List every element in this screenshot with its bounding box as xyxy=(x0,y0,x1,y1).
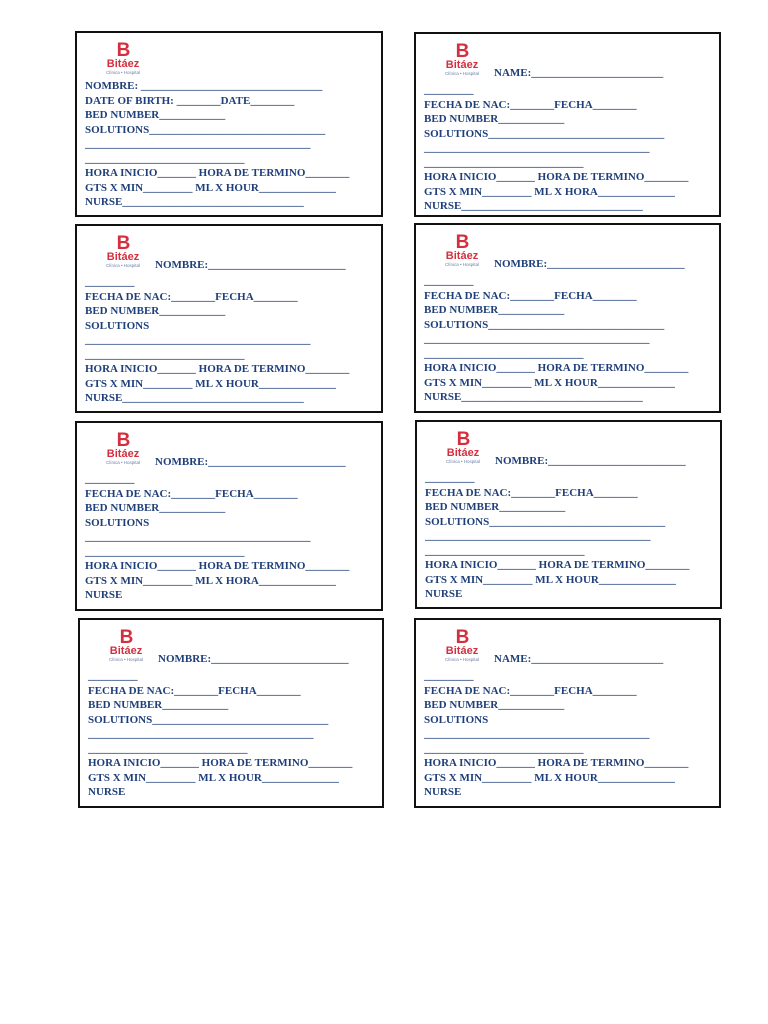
name-field[interactable]: NOMBRE:_________________________ xyxy=(155,456,346,468)
form-field-line[interactable]: _____________________________ xyxy=(424,742,584,755)
form-field-line[interactable]: SOLUTIONS________________________________ xyxy=(85,123,326,136)
form-field-line[interactable]: FECHA DE NAC:________FECHA________ xyxy=(88,684,301,697)
name-field[interactable]: NAME:________________________ xyxy=(494,67,664,79)
bitaez-logo xyxy=(436,41,488,80)
form-field-line[interactable]: _________________________________________ xyxy=(85,334,311,346)
form-field-line[interactable]: GTS X MIN_________ ML X HOUR______________ xyxy=(85,377,336,390)
form-field-line[interactable]: GTS X MIN_________ ML X HOUR______________ xyxy=(424,376,675,389)
form-field-line[interactable]: GTS X MIN_________ ML X HORA______________ xyxy=(424,185,675,198)
form-field-line[interactable]: SOLUTIONS________________________________ xyxy=(425,515,666,528)
form-field-line[interactable]: SOLUTIONS________________________________ xyxy=(88,713,329,726)
form-field-line[interactable]: NURSE xyxy=(85,589,123,601)
form-field-line[interactable]: HORA INICIO_______ HORA DE TERMINO________ xyxy=(424,171,689,183)
label-card xyxy=(414,618,721,808)
form-field-line[interactable]: FECHA DE NAC:________FECHA________ xyxy=(85,290,298,303)
form-field-line[interactable]: BED NUMBER____________ xyxy=(424,304,565,316)
label-card xyxy=(75,224,383,413)
form-field-line[interactable]: DATE OF BIRTH: ________DATE________ xyxy=(85,94,295,107)
form-field-line[interactable]: FECHA DE NAC:________FECHA________ xyxy=(424,98,637,111)
form-field-line[interactable]: GTS X MIN_________ ML X HOUR______________ xyxy=(85,181,336,194)
label-card xyxy=(414,223,721,413)
form-field-line[interactable]: NURSE xyxy=(88,786,126,798)
form-field-line[interactable]: HORA INICIO_______ HORA DE TERMINO________ xyxy=(85,167,350,179)
form-field-line[interactable]: HORA INICIO_______ HORA DE TERMINO________ xyxy=(85,363,350,375)
label-card xyxy=(75,421,383,611)
logo-tagline: Clínica • Hospital xyxy=(444,262,480,267)
form-field-line[interactable]: SOLUTIONS xyxy=(85,516,150,529)
form-field-line[interactable]: _____________________________ xyxy=(424,347,584,360)
logo-name: Bitáez xyxy=(109,645,143,657)
form-field-line[interactable]: _____________________________ xyxy=(85,348,245,361)
form-field-line[interactable]: BED NUMBER____________ xyxy=(85,109,226,121)
logo-name: Bitáez xyxy=(106,251,140,263)
form-field-line[interactable]: _________________________________________ xyxy=(85,138,311,150)
name-field[interactable]: NOMBRE:_________________________ xyxy=(495,455,686,467)
form-field-line[interactable]: SOLUTIONS________________________________ xyxy=(424,127,665,140)
form-field-line[interactable]: BED NUMBER____________ xyxy=(425,501,566,513)
form-field-line[interactable]: NURSE xyxy=(425,588,463,600)
form-field-line[interactable]: NURSE_________________________________ xyxy=(85,196,304,208)
logo-mark: B xyxy=(116,233,130,254)
logo-name: Bitáez xyxy=(106,448,140,460)
form-field-line[interactable]: NOMBRE: _________________________________ xyxy=(85,80,323,92)
form-field-line[interactable]: _________ xyxy=(424,275,474,287)
form-field-line[interactable]: GTS X MIN_________ ML X HOUR______________ xyxy=(424,771,675,784)
form-field-line[interactable]: BED NUMBER____________ xyxy=(424,113,565,125)
form-field-line[interactable]: SOLUTIONS________________________________ xyxy=(424,318,665,331)
form-field-line[interactable]: HORA INICIO_______ HORA DE TERMINO________ xyxy=(88,757,353,769)
logo-tagline: Clínica • Hospital xyxy=(108,657,144,662)
logo-tagline: Clínica • Hospital xyxy=(105,460,141,465)
bitaez-logo xyxy=(97,430,149,469)
name-field[interactable]: NOMBRE:_________________________ xyxy=(155,259,346,271)
form-field-line[interactable]: _________________________________________ xyxy=(425,530,651,542)
form-field-line[interactable]: NURSE_________________________________ xyxy=(85,392,304,404)
form-field-line[interactable]: _________ xyxy=(424,84,474,96)
logo-name: Bitáez xyxy=(445,250,479,262)
logo-mark: B xyxy=(116,40,130,61)
label-card xyxy=(75,31,383,217)
form-field-line[interactable]: NURSE xyxy=(424,786,462,798)
form-field-line[interactable]: _________ xyxy=(88,670,138,682)
form-field-line[interactable]: FECHA DE NAC:________FECHA________ xyxy=(85,487,298,500)
form-field-line[interactable]: SOLUTIONS xyxy=(85,319,150,332)
form-field-line[interactable]: GTS X MIN_________ ML X HOUR______________ xyxy=(88,771,339,784)
form-field-line[interactable]: HORA INICIO_______ HORA DE TERMINO________ xyxy=(85,560,350,572)
form-field-line[interactable]: FECHA DE NAC:________FECHA________ xyxy=(424,684,637,697)
name-field[interactable]: NOMBRE:_________________________ xyxy=(494,258,685,270)
name-field[interactable]: NOMBRE:_________________________ xyxy=(158,653,349,665)
form-field-line[interactable]: _________________________________________ xyxy=(424,728,650,740)
form-field-line[interactable]: _________ xyxy=(424,670,474,682)
form-field-line[interactable]: GTS X MIN_________ ML X HOUR______________ xyxy=(425,573,676,586)
form-field-line[interactable]: BED NUMBER____________ xyxy=(85,305,226,317)
logo-tagline: Clínica • Hospital xyxy=(444,71,480,76)
form-field-line[interactable]: _________________________________________ xyxy=(424,142,650,154)
bitaez-logo xyxy=(436,232,488,271)
form-field-line[interactable]: SOLUTIONS xyxy=(424,713,489,726)
form-field-line[interactable]: _________________________________________ xyxy=(424,333,650,345)
label-card xyxy=(415,420,722,609)
bitaez-logo xyxy=(436,627,488,666)
form-field-line[interactable]: _________________________________________ xyxy=(88,728,314,740)
form-field-line[interactable]: _________ xyxy=(425,472,475,484)
bitaez-logo xyxy=(97,40,149,79)
form-field-line[interactable]: _____________________________ xyxy=(88,742,248,755)
logo-mark: B xyxy=(116,430,130,451)
logo-name: Bitáez xyxy=(106,58,140,70)
form-field-line[interactable]: BED NUMBER____________ xyxy=(88,699,229,711)
form-field-line[interactable]: _____________________________ xyxy=(424,156,584,169)
logo-tagline: Clínica • Hospital xyxy=(105,263,141,268)
logo-tagline: Clínica • Hospital xyxy=(105,70,141,75)
form-field-line[interactable]: HORA INICIO_______ HORA DE TERMINO________ xyxy=(424,362,689,374)
form-field-line[interactable]: _________ xyxy=(85,473,135,485)
form-field-line[interactable]: GTS X MIN_________ ML X HORA______________ xyxy=(85,574,336,587)
form-field-line[interactable]: _____________________________ xyxy=(425,544,585,557)
logo-mark: B xyxy=(119,627,133,648)
form-field-line[interactable]: BED NUMBER____________ xyxy=(424,699,565,711)
logo-mark: B xyxy=(455,627,469,648)
form-field-line[interactable]: FECHA DE NAC:________FECHA________ xyxy=(424,289,637,302)
logo-name: Bitáez xyxy=(446,447,480,459)
form-field-line[interactable]: NURSE_________________________________ xyxy=(424,391,643,403)
label-card xyxy=(78,618,384,808)
form-field-line[interactable]: HORA INICIO_______ HORA DE TERMINO________ xyxy=(425,559,690,571)
form-field-line[interactable]: FECHA DE NAC:________FECHA________ xyxy=(425,486,638,499)
form-field-line[interactable]: BED NUMBER____________ xyxy=(85,502,226,514)
form-field-line[interactable]: _________ xyxy=(85,276,135,288)
logo-mark: B xyxy=(456,429,470,450)
form-field-line[interactable]: _________________________________________ xyxy=(85,531,311,543)
logo-mark: B xyxy=(455,232,469,253)
bitaez-logo xyxy=(100,627,152,666)
logo-mark: B xyxy=(455,41,469,62)
bitaez-logo xyxy=(437,429,489,468)
form-field-line[interactable]: NURSE_________________________________ xyxy=(424,200,643,212)
logo-tagline: Clínica • Hospital xyxy=(445,459,481,464)
form-field-line[interactable]: _____________________________ xyxy=(85,545,245,558)
form-field-line[interactable]: HORA INICIO_______ HORA DE TERMINO________ xyxy=(424,757,689,769)
logo-name: Bitáez xyxy=(445,645,479,657)
label-card xyxy=(414,32,721,217)
bitaez-logo xyxy=(97,233,149,272)
logo-name: Bitáez xyxy=(445,59,479,71)
form-field-line[interactable]: _____________________________ xyxy=(85,152,245,165)
logo-tagline: Clínica • Hospital xyxy=(444,657,480,662)
name-field[interactable]: NAME:________________________ xyxy=(494,653,664,665)
